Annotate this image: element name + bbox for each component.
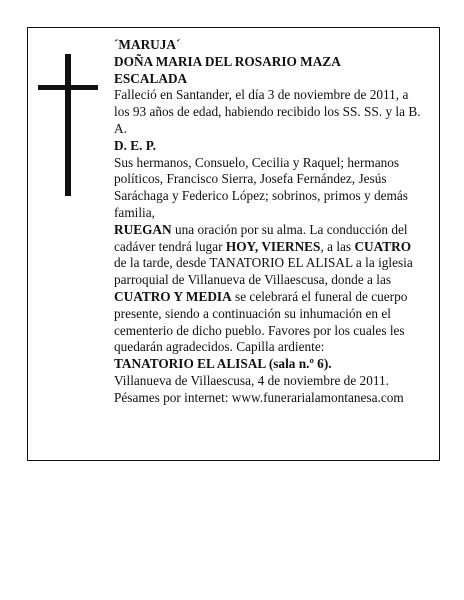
obituary-text bbox=[114, 37, 424, 407]
condolences-website: Pésames por internet: www.funerarialamontanesa.com bbox=[114, 389, 404, 405]
deceased-name: DOÑA MARIA DEL ROSARIO MAZA bbox=[114, 53, 341, 69]
chapel-location: TANATORIO EL ALISAL (sala n.º 6). bbox=[114, 356, 332, 372]
service-hour: CUATRO bbox=[354, 238, 412, 254]
cross-icon bbox=[65, 54, 71, 196]
deceased-surname: ESCALADA bbox=[114, 70, 188, 86]
place-date: Villanueva de Villaescusa, 4 de noviembre de 2011. bbox=[114, 372, 389, 388]
family-list: Sus hermanos, Consuelo, Cecilia y Raquel; hermanos políticos, Francisco Sierra, Josefa Fernández, Jesús Saráchaga y Federico López; sobrinos, primos y demás familia, bbox=[114, 154, 408, 220]
cross-icon-bar bbox=[38, 85, 98, 90]
funeral-hour: CUATRO Y MEDIA bbox=[114, 288, 232, 304]
rip-line: D. E. P. bbox=[114, 137, 156, 153]
service-text-4: se celebrará el funeral de cuerpo presente, siendo a continuación su inhumación en el cementerio de dicho pueblo. Favores por los cuales les quedarán agradecidos. Capilla ardiente: bbox=[114, 288, 408, 355]
death-details: Falleció en Santander, el día 3 de noviembre de 2011, a los 93 años de edad, habiendo recibido los SS. SS. y la B. A. bbox=[114, 87, 421, 136]
ruegan-word: RUEGAN bbox=[114, 221, 172, 237]
service-text-1: una oración por su alma. La conducción del cadáver tendrá lugar bbox=[114, 221, 408, 254]
service-text-2: , a las bbox=[320, 238, 355, 254]
nickname: ´MARUJA´ bbox=[114, 37, 181, 52]
service-text-3: de la tarde, desde TANATORIO EL ALISAL a la iglesia parroquial de Villanueva de Villaescusa, donde a las bbox=[114, 255, 413, 288]
service-details bbox=[114, 222, 424, 356]
service-day: HOY, VIERNES bbox=[225, 238, 321, 254]
